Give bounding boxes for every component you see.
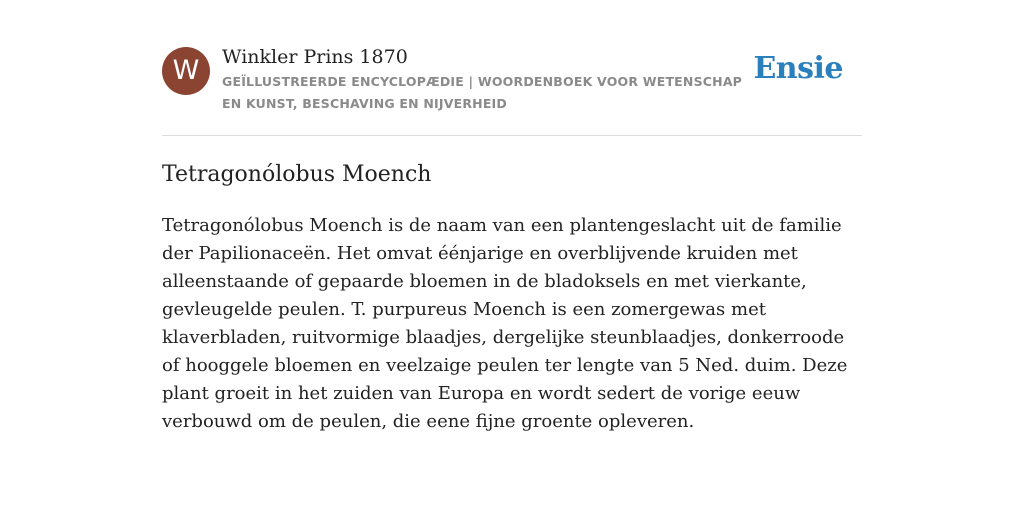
entry-card [162, 40, 862, 436]
source-subtitle: GEÏLLUSTREERDE ENCYCLOPÆDIE | WOORDENBOEK VOOR WETENSCHAP EN KUNST, BESCHAVING EN NIJVERHEID [222, 74, 743, 111]
entry-title: Tetragonólobus Moench [162, 162, 432, 187]
entry-body: Tetragonólobus Moench is de naam van een plantengeslacht uit de familie der Papilionaceën. Het omvat éénjarige en overblijvende kruiden met alleenstaande of gepaarde bloemen in de bladoksels en met vierkante, gevleugelde peulen. T. purpureus Moench is een zomergewas met klaverbladen, ruitvormige blaadjes, dergelijke steunblaadjes, donkerroode of hooggele bloemen en veelzaige peulen ter lengte van 5 Ned. duim. Deze plant groeit in het zuiden van Europa en wordt sedert de vorige eeuw verbouwd om de peulen, die eene fijne groente opleveren. [162, 215, 848, 432]
source-title[interactable]: Winkler Prins 1870 [222, 46, 408, 68]
source-info [222, 44, 752, 115]
source-header [162, 40, 862, 136]
ensie-logo[interactable]: Ensie [753, 51, 843, 86]
source-avatar[interactable]: W [162, 47, 210, 95]
